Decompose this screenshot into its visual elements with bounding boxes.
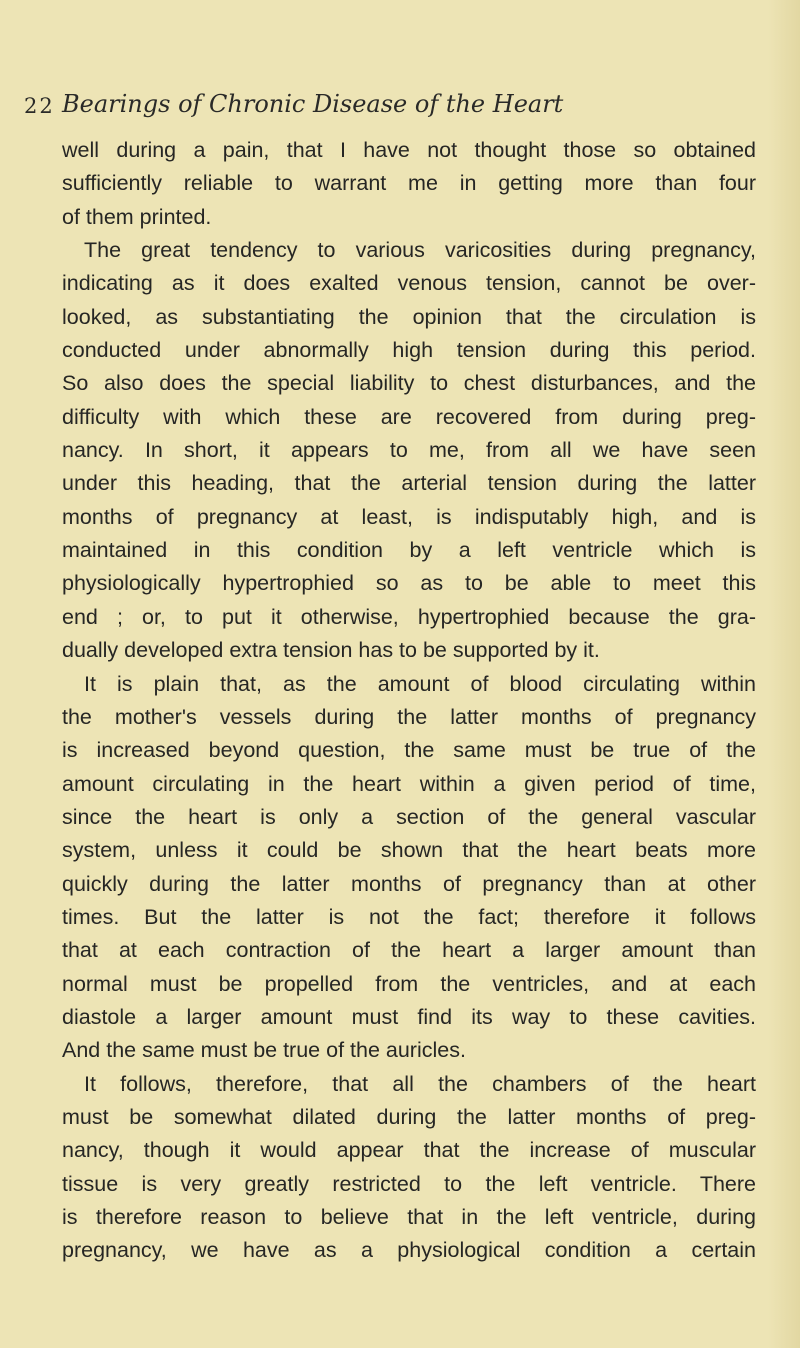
text-line: since the heart is only a section of the general vascular [62, 804, 756, 829]
text-line: dually developed extra tension has to be supported by it. [62, 638, 600, 663]
text-line: sufficiently reliable to warrant me in getting more than four [62, 171, 756, 196]
text-line: under this heading, that the arterial tension during the latter [62, 471, 756, 496]
text-line: diastole a larger amount must find its way to these cavities. [62, 1004, 756, 1029]
text-line: And the same must be true of the auricles. [62, 1038, 466, 1063]
text-line: pregnancy, we have as a physiological condition a certain [62, 1238, 756, 1263]
text-line: amount circulating in the heart within a given period of time, [62, 771, 756, 796]
text-line: the mother's vessels during the latter months of pregnancy [62, 704, 756, 729]
text-line: The great tendency to various varicosities during pregnancy, [84, 238, 756, 263]
text-line: of them printed. [62, 204, 212, 229]
text-line: It is plain that, as the amount of blood circulating within [84, 671, 756, 696]
text-line: well during a pain, that I have not thought those so obtained [62, 138, 756, 162]
text-line: times. But the latter is not the fact; therefore it follows [62, 904, 756, 929]
text-line: that at each contraction of the heart a larger amount than [62, 938, 756, 963]
running-title: Bearings of Chronic Disease of the Heart [62, 90, 564, 118]
running-header [24, 90, 764, 126]
text-line: conducted under abnormally high tension during this period. [62, 338, 756, 363]
text-line: maintained in this condition by a left ventricle which is [62, 538, 756, 563]
text-line: system, unless it could be shown that the heart beats more [62, 838, 756, 863]
text-line: It follows, therefore, that all the chambers of the heart [84, 1071, 756, 1096]
text-line: is therefore reason to believe that in the left ventricle, during [62, 1205, 756, 1229]
text-line: So also does the special liability to chest disturbances, and the [62, 371, 756, 396]
text-line: quickly during the latter months of pregnancy than at other [62, 871, 756, 896]
text-line: indicating as it does exalted venous tension, cannot be over- [62, 271, 756, 296]
text-line: nancy. In short, it appears to me, from all we have seen [62, 438, 756, 463]
text-line: end ; or, to put it otherwise, hypertrophied because the gra- [62, 604, 756, 629]
text-line: months of pregnancy at least, is indisputably high, and is [62, 504, 756, 529]
text-line: normal must be propelled from the ventricles, and at each [62, 971, 756, 996]
text-line: difficulty with which these are recovered from during preg- [62, 404, 756, 429]
text-line: is increased beyond question, the same must be true of the [62, 738, 756, 763]
text-line: physiologically hypertrophied so as to be able to meet this [62, 571, 756, 596]
text-line: tissue is very greatly restricted to the left ventricle. There [62, 1171, 756, 1196]
text-line: nancy, though it would appear that the increase of muscular [62, 1138, 756, 1163]
page-number: 22 [24, 94, 55, 118]
text-line: must be somewhat dilated during the latter months of preg- [62, 1104, 756, 1129]
body-text [62, 134, 756, 1268]
text-line: looked, as substantiating the opinion that the circulation is [62, 304, 756, 329]
